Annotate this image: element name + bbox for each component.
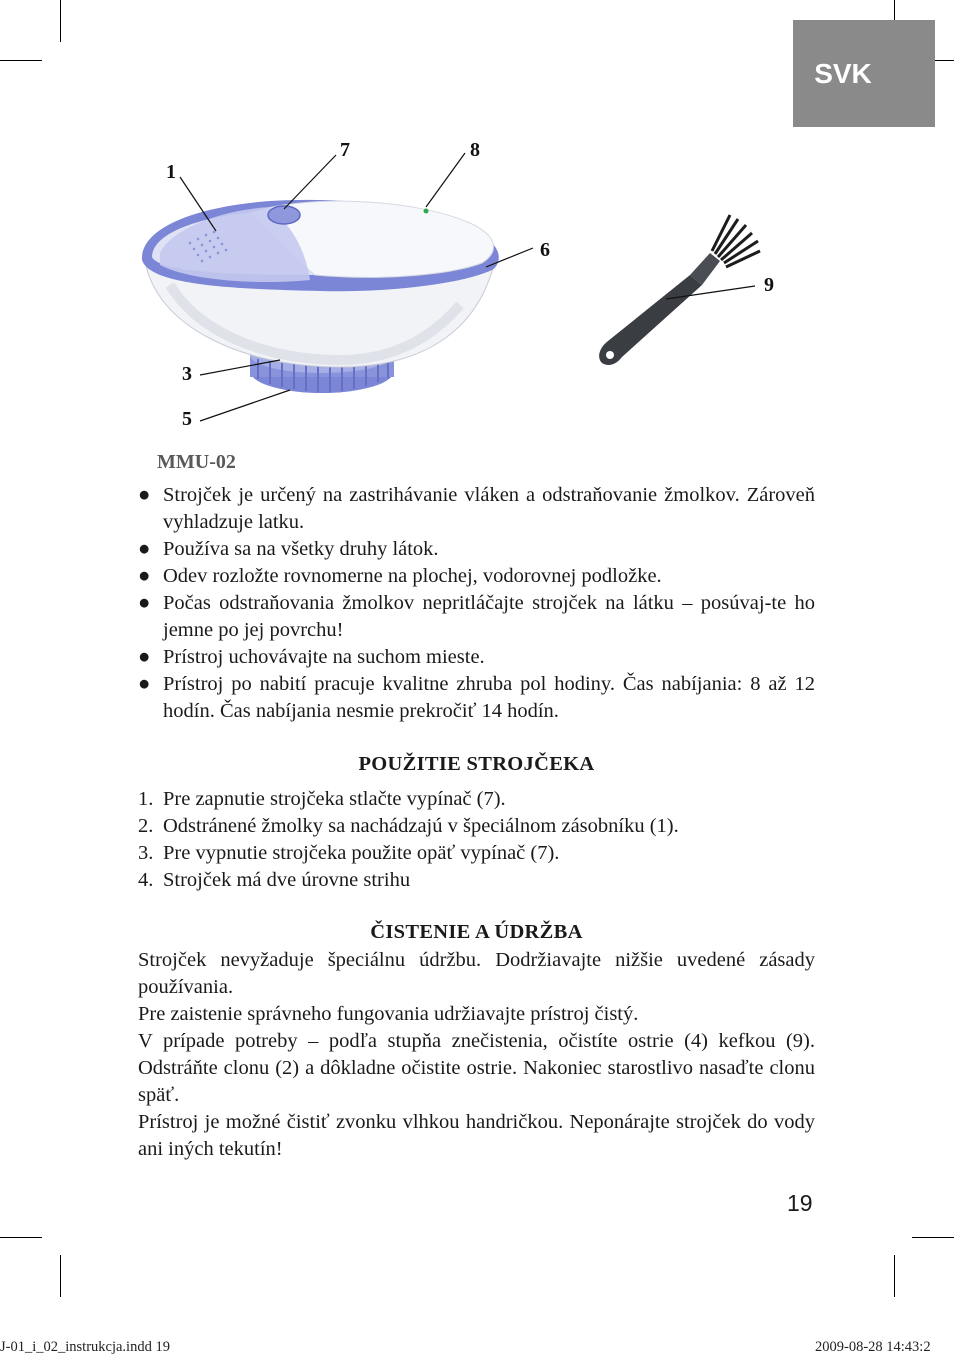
step-text: Odstránené žmolky sa nachádzajú v špeciálnom zásobníku (1).: [163, 815, 679, 837]
crop-mark: [912, 1237, 954, 1238]
section-heading: ČISTENIE A ÚDRŽBA: [370, 921, 583, 943]
crop-mark: [60, 1255, 61, 1297]
list-item: [138, 813, 815, 840]
list-item-text: Odev rozložte rovnomerne na plochej, vodorovnej podložke.: [163, 565, 662, 587]
paragraph: Pre zaistenie správneho fungovania udržiavajte prístroj čistý.: [138, 1003, 639, 1025]
crop-mark: [894, 1255, 895, 1297]
list-item: [138, 563, 815, 590]
paragraph: V prípade potreby – podľa stupňa znečistenia, očistíte ostrie (4) kefkou (9). Odstráňte clonu (2) a dôkladne očistite ostrie. Nakoniec starostlivo nasaďte clonu späť.: [138, 1030, 815, 1106]
step-text: Strojček má dve úrovne strihu: [163, 869, 411, 891]
list-item-text: Strojček je určený na zastrihávanie vláken a odstraňovanie žmolkov. Zároveň vyhladzuje latku.: [163, 484, 815, 533]
paragraph: Prístroj je možné čistiť zvonku vlhkou handričkou. Neponárajte strojček do vody ani iných tekutín!: [138, 1111, 815, 1160]
bullet-icon: ●: [138, 565, 151, 587]
crop-mark: [60, 0, 61, 42]
language-tab: [793, 20, 935, 127]
callout-9: 9: [764, 274, 774, 296]
paragraph: Strojček nevyžaduje špeciálnu údržbu. Dodržiavajte nižšie uvedené zásady používania.: [138, 949, 815, 998]
step-number: 1.: [138, 788, 154, 810]
callout-8: 8: [470, 139, 480, 161]
cleaning-brush-drawing: [599, 215, 760, 365]
list-item-text: Prístroj po nabití pracuje kvalitne zhruba pol hodiny. Čas nabíjania: 8 až 12 hodín. Čas nabíjania nesmie prekročiť 14 hodín.: [163, 673, 815, 722]
crop-mark: [0, 1237, 42, 1238]
list-item: [138, 786, 815, 813]
list-item: [138, 536, 815, 563]
step-number: 2.: [138, 815, 154, 837]
device-body: [142, 200, 499, 367]
bullet-icon: ●: [138, 592, 151, 614]
callout-3: 3: [182, 363, 192, 385]
step-text: Pre zapnutie strojčeka stlačte vypínač (7).: [163, 788, 506, 810]
language-tab-label: SVK: [814, 57, 872, 89]
callout-6: 6: [540, 239, 550, 261]
product-figure: [130, 135, 810, 440]
step-text: Pre vypnutie strojčeka použite opäť vypínač (7).: [163, 842, 560, 864]
list-item-text: Prístroj uchovávajte na suchom mieste.: [163, 646, 485, 668]
bullet-icon: ●: [138, 538, 151, 560]
usage-section: [138, 751, 815, 894]
feature-list: [138, 482, 815, 725]
list-item-text: Počas odstraňovania žmolkov nepritláčajte strojček na látku – posúvaj-te ho jemne po jej povrchu!: [163, 592, 815, 641]
model-name: MMU-02: [157, 451, 236, 473]
callout-5: 5: [182, 408, 192, 430]
bullet-icon: ●: [138, 646, 151, 668]
footer-file-info: J-01_i_02_instrukcja.indd 19: [0, 1339, 170, 1355]
list-item: [138, 671, 815, 725]
list-item: [138, 840, 815, 867]
callout-1: 1: [166, 161, 176, 183]
section-heading: POUŽITIE STROJČEKA: [358, 753, 595, 775]
list-item-text: Používa sa na všetky druhy látok.: [163, 538, 439, 560]
page-number: 19: [787, 1190, 813, 1216]
list-item: [138, 867, 815, 894]
bullet-icon: ●: [138, 484, 151, 506]
cleaning-section: [138, 919, 815, 1163]
list-item: [138, 482, 815, 536]
bullet-icon: ●: [138, 673, 151, 695]
step-number: 4.: [138, 869, 154, 891]
step-number: 3.: [138, 842, 154, 864]
product-illustration: [130, 135, 810, 440]
crop-mark: [0, 60, 42, 61]
callout-7: 7: [340, 139, 350, 161]
list-item: [138, 644, 815, 671]
footer-timestamp: 2009-08-28 14:43:2: [815, 1339, 931, 1355]
list-item: [138, 590, 815, 644]
